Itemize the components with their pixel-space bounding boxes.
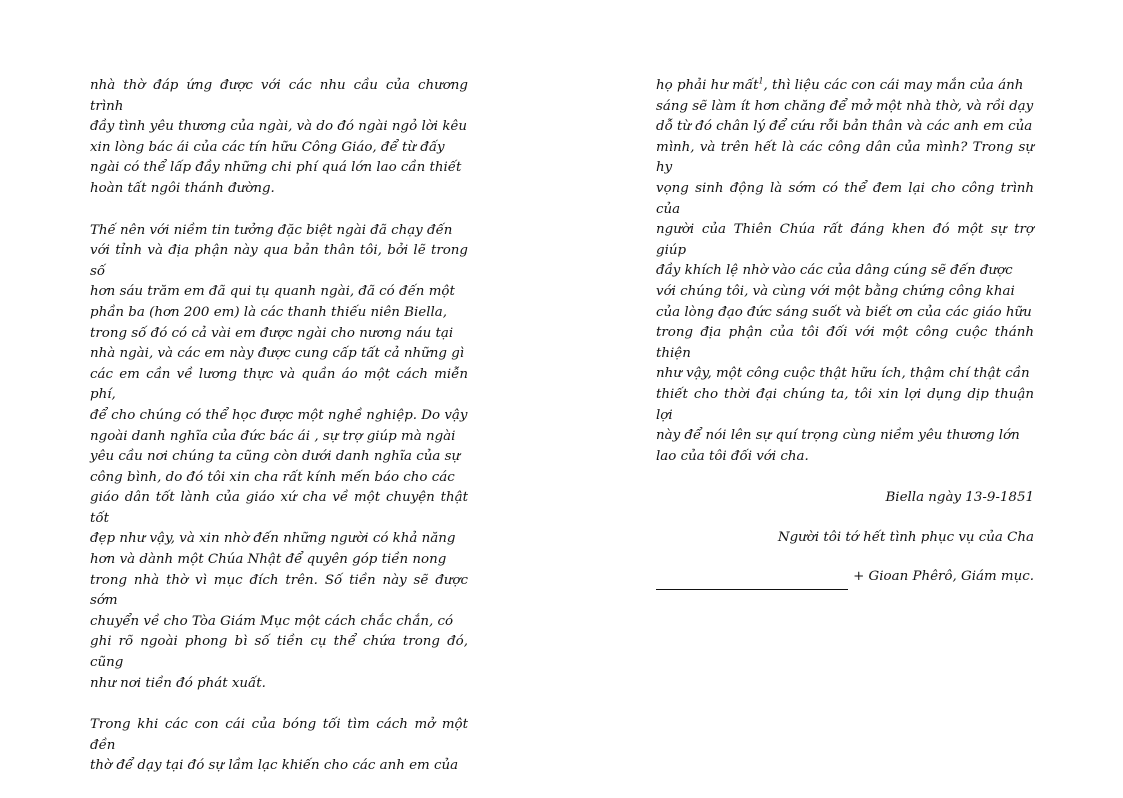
- left-paragraph-2: Thế nên với niềm tin tưởng đặc biệt ngài đã chạy đến với tỉnh và địa phận này qua bản thân tôi, bởi lẽ trong số hơn sáu trăm em đã qui tụ quanh ngài, đã có đến một phần ba (hơn 200 em) là các thanh thiếu niên Biella, trong số đó có cả vài em được ngài cho nương náu tại nhà ngài, và các em này được cung cấp tất cả những gì các em cần về lương thực và quần áo một cách miễn phí, để cho chúng có thể học được một nghề nghiệp. Do vậy ngoài danh nghĩa của đức bác ái , sự trợ giúp mà ngài yêu cầu nơi chúng ta cũng còn dưới danh nghĩa của sự công bình, do đó tôi xin cha rất kính mến báo cho các giáo dân tốt lành của giáo xứ cha về một chuyện thật tốt đẹp như vậy, và xin nhờ đến những người có khả năng hơn và dành một Chúa Nhật để quyên góp tiền nong trong nhà thờ vì mục đích trên. Số tiền này sẽ được sớm chuyển về cho Tòa Giám Mục một cách chắc chắn, có ghi rõ ngoài phong bì số tiền cụ thể chứa trong đó, cũng như nơi tiền đó phát xuất.: [90, 222, 468, 691]
- left-paragraph-3: Trong khi các con cái của bóng tối tìm cách mở một đền thờ để dạy tại đó sự lầm lạc khiến cho các anh em của: [90, 717, 468, 774]
- date-line: Biella ngày 13-9-1851: [885, 490, 1034, 506]
- closing-line: Người tôi tớ hết tình phục vụ của Cha: [777, 529, 1034, 545]
- signature-line: + Gioan Phêrô, Giám mục.: [853, 569, 1034, 585]
- footnote-marker[interactable]: 1: [758, 76, 764, 86]
- right-paragraph-1: [656, 76, 1034, 467]
- right-paragraph-start: họ phải hư mất: [656, 78, 759, 93]
- left-paragraph-1: nhà thờ đáp ứng được với các nhu cầu của chương trình đầy tình yêu thương của ngài, và do đó ngài ngỏ lời kêu xin lòng bác ái của các tín hữu Công Giáo, để từ đấy ngài có thể lấp đầy những chi phí quá lớn lao cần thiết hoàn tất ngôi thánh đường.: [90, 78, 468, 196]
- footnote-separator: [656, 589, 848, 590]
- right-page-column: [656, 76, 1034, 607]
- left-page-column: [90, 76, 468, 798]
- right-paragraph-rest: , thì liệu các con cái may mắn của ánh sáng sẽ làm ít hơn chăng để mở một nhà thờ, và rồi dạy dỗ từ đó chân lý để cứu rỗi bản thân và các anh em của mình, và trên hết là các công dân của mình? Trong sự hy vọng sinh động là sớm có thể đem lại cho công trình của người của Thiên Chúa rất đáng khen đó một sự trợ giúp đầy khích lệ nhờ vào các của dâng cúng sẽ đến được với chúng tôi, và cùng với một bằng chứng công khai của lòng đạo đức sáng suốt và biết ơn của các giáo hữu trong địa phận của tôi đối với một công cuộc thánh thiện như vậy, một công cuộc thật hữu ích, thậm chí thật cần thiết cho thời đại chúng ta, tôi xin lợi dụng dịp thuận lợi này để nói lên sự quí trọng cùng niềm yêu thương lớn lao của tôi đối với cha.: [656, 78, 1034, 464]
